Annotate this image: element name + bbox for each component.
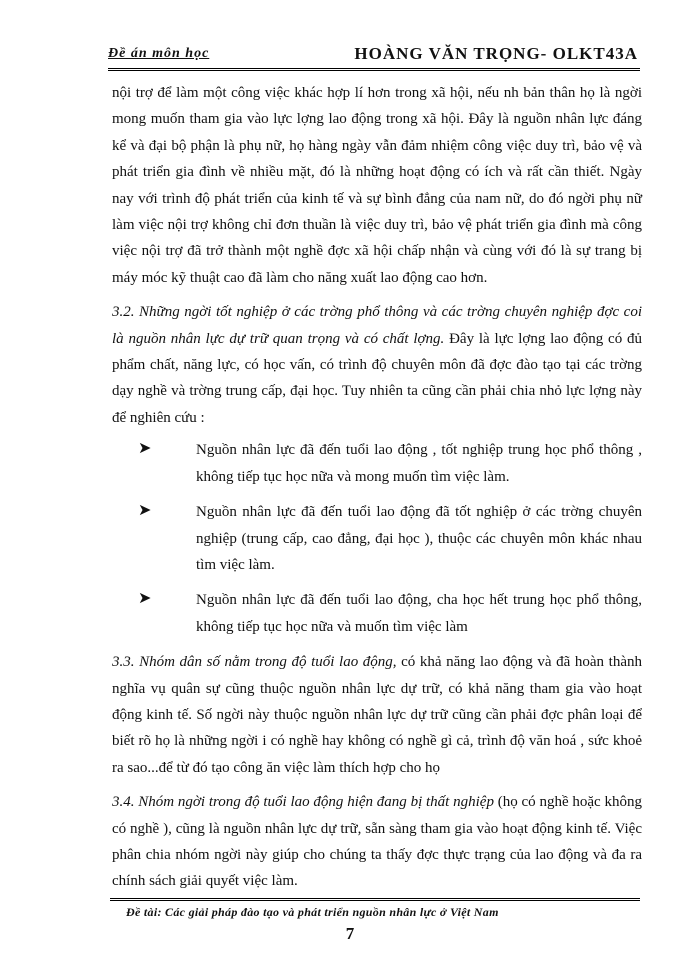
section-3-2 <box>112 299 642 431</box>
header-author: HOÀNG VĂN TRỌNG- OLKT43A <box>354 44 638 63</box>
section-3-3-text: có khả năng lao động và đã hoàn thành nghĩa vụ quân sự cũng thuộc nguồn nhân lực dự trữ, có khả năng tham gia vào hoạt động kinh tế. Số ngời này thuộc nguồn nhân lực dự trữ cũng cần phải đợc phân loại để biết rõ họ là những ngời i có nghề hay không có nghề gì cả, trình độ văn hoá , sức khoẻ ra sao...để từ đó tạo công ăn việc làm thích hợp cho họ <box>112 654 642 776</box>
arrow-bullet-icon: ➤ <box>138 590 152 608</box>
footer-rule <box>110 898 640 903</box>
arrow-bullet-icon: ➤ <box>138 502 152 520</box>
list-item <box>112 587 642 640</box>
page-header <box>108 42 638 66</box>
bullet-text: Nguồn nhân lực đã đến tuổi lao động , tốt nghiệp trung học phổ thông , không tiếp tục học nữa và mong muốn tìm việc làm. <box>196 442 642 485</box>
section-3-4 <box>112 789 642 895</box>
section-3-2-text: Đây là lực lợng lao động có đủ phẩm chất, năng lực, có học vấn, có trình độ chuyên môn đã đợc đào tạo tại các trờng dạy nghề và trờng trung cấp, đại học. Tuy nhiên ta cũng cần phải chia nhỏ lực lợng này để nghiên cứu : <box>112 330 642 426</box>
list-item <box>112 499 642 578</box>
document-body <box>112 80 642 895</box>
bullet-list <box>112 437 642 640</box>
footer-topic: Đề tài: Các giải pháp đào tạo và phát triển nguồn nhân lực ở Việt Nam <box>126 905 499 919</box>
header-rule <box>108 68 640 73</box>
list-item <box>112 437 642 490</box>
section-3-3 <box>112 649 642 781</box>
section-3-4-title: 3.4. Nhóm ngời trong độ tuổi lao động hiện đang bị thất nghiệp <box>112 794 494 811</box>
section-3-3-title: 3.3. Nhóm dân số nằm trong độ tuổi lao động, <box>112 654 397 671</box>
paragraph-intro: nội trợ để làm một công việc khác hợp lí hơn trong xã hội, nếu nh bản thân họ là ngời mong muốn tham gia vào lực lợng lao động trong xã hội. Đây là nguồn nhân lực đáng kể và đại bộ phận là phụ nữ, họ hàng ngày vẫn đảm nhiệm công việc duy trì, bảo vệ và phát triển gia đình về nhiều mặt, đó là những hoạt động có ích và rất cần thiết. Ngày nay với trình độ phát triển của kinh tế và sự bình đẳng của nam nữ, do đó ngời phụ nữ làm việc nội trợ không chỉ đơn thuần là việc duy trì, bảo vệ phát triển gia đình mà công việc nội trợ đã trở thành một nghề đợc xã hội chấp nhận và cùng với đó là sự trang bị máy móc kỹ thuật cao đã làm cho năng xuất lao động cao hơn. <box>112 85 642 286</box>
arrow-bullet-icon: ➤ <box>138 440 152 458</box>
section-3-4-text: (họ có nghề hoặc không có nghề ), cũng là nguồn nhân lực dự trữ, sẵn sàng tham gia vào hoạt động kinh tế. Việc phân chia nhóm ngời này giúp cho chúng ta thấy đợc thực trạng của lao động và đa ra chính sách giải quyết việc làm. <box>112 794 642 890</box>
page-number: 7 <box>345 924 355 943</box>
bullet-text: Nguồn nhân lực đã đến tuổi lao động, cha học hết trung học phổ thông, không tiếp tục học nữa và muốn tìm việc làm <box>196 592 642 635</box>
section-3-2-title: 3.2. Những ngời tốt nghiệp ở các trờng phổ thông và các trờng chuyên nghiệp đợc coi là nguồn nhân lực dự trữ quan trọng và có chất lợng. <box>112 304 642 347</box>
header-course-title: Đề án môn học <box>108 46 210 61</box>
bullet-text: Nguồn nhân lực đã đến tuổi lao động đã tốt nghiệp ở các trờng chuyên nghiệp (trung cấp, cao đẳng, đại học ), thuộc các chuyên môn khác nhau tìm việc làm. <box>196 504 642 573</box>
